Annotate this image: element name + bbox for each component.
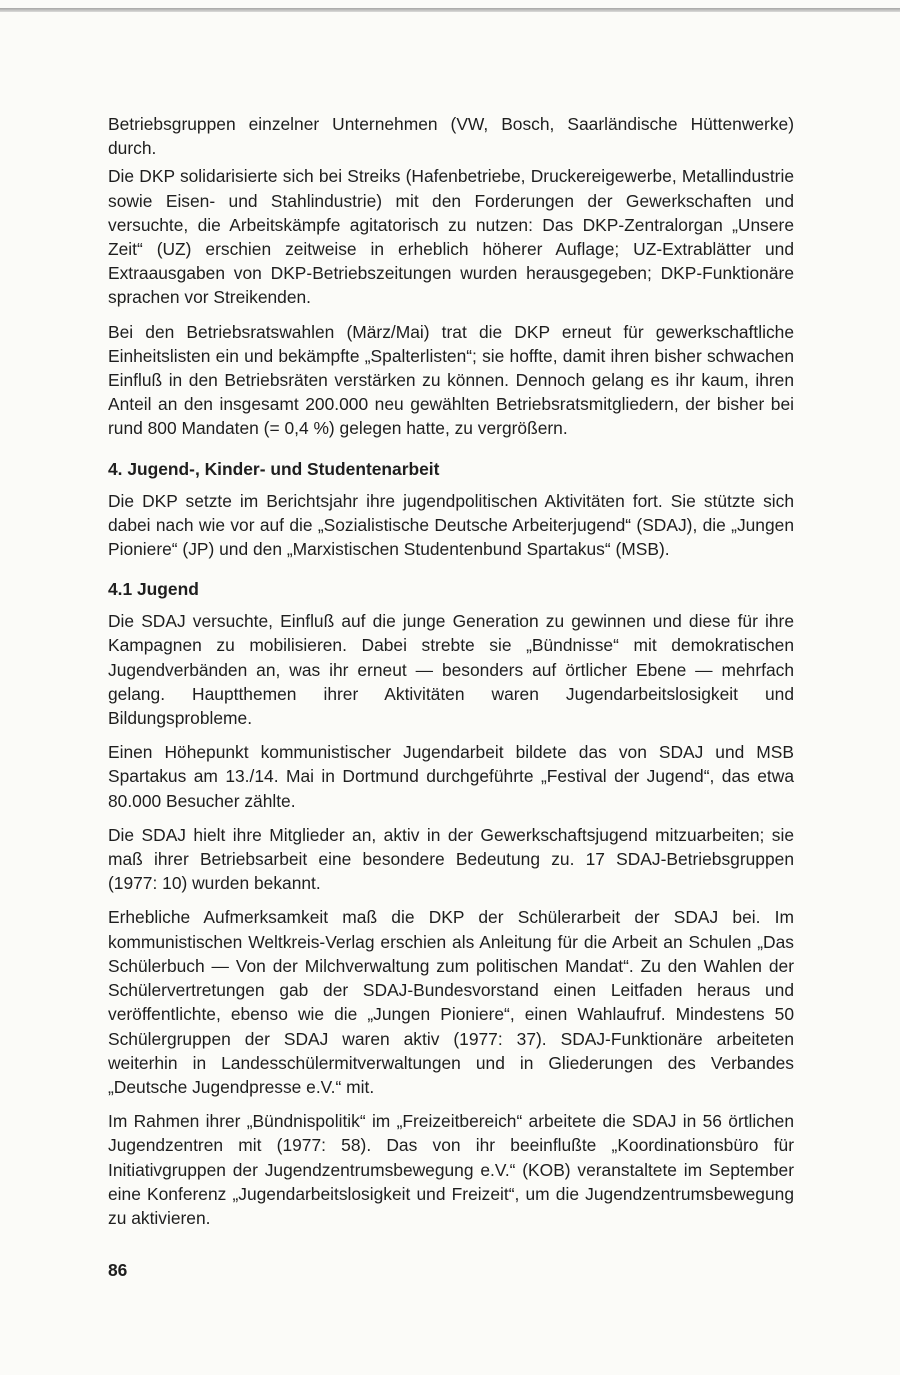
paragraph: Im Rahmen ihrer „Bündnispolitik“ im „Freizeitbereich“ arbeitete die SDAJ in 56 örtlichen Jugendzentren mit (1977: 58). Das von ihr beeinflußte „Koordinationsbüro für Initiativgruppen der Jugendzentrumsbewegung e.V.“ (KOB) veranstaltete im September eine Konferenz „Jugendarbeitslosigkeit und Freizeit“, um die Jugendzentrumsbewegung zu aktivieren.	[108, 1111, 794, 1228]
paragraph: Bei den Betriebsratswahlen (März/Mai) trat die DKP erneut für gewerkschaftliche Einheitslisten ein und bekämpfte „Spalterlisten“; sie hoffte, damit ihren bisher schwachen Einfluß in den Betriebsräten verstärken zu können. Dennoch gelang es ihr kaum, ihren Anteil an den insgesamt 200.000 neu gewählten Betriebsratsmitgliedern, der bisher bei rund 800 Mandaten (= 0,4 %) gelegen hatte, zu vergrößern.	[108, 321, 794, 439]
paragraph: Betriebsgruppen einzelner Unternehmen (VW, Bosch, Saarländische Hüttenwerke) durch.	[108, 114, 794, 159]
paragraph: Die DKP solidarisierte sich bei Streiks (Hafenbetriebe, Druckereigewerbe, Metallindustrie sowie Eisen- und Stahlindustrie) mit den Forderungen der Gewerkschaften und versuchte, die Arbeitskämpfe agitatorisch zu nutzen: Das DKP-Zentralorgan „Unsere Zeit“ (UZ) erschien zeitweise in erheblich höherer Auflage; UZ-Extrablätter und Extraausgaben von DKP-Betriebszeitungen wurden herausgegeben; DKP-Funktionäre sprachen vor Streikenden.	[108, 166, 794, 308]
scan-edge-shadow	[0, 8, 900, 12]
section-heading-4: 4. Jugend-, Kinder- und Studentenarbeit	[108, 458, 440, 479]
paragraph: Einen Höhepunkt kommunistischer Jugendarbeit bildete das von SDAJ und MSB Spartakus am 13./14. Mai in Dortmund durchgeführte „Festival der Jugend“, das etwa 80.000 Besucher zählte.	[108, 742, 794, 811]
paragraph: Die DKP setzte im Berichtsjahr ihre jugendpolitischen Aktivitäten fort. Sie stützte sich dabei nach wie vor auf die „Sozialistische Deutsche Arbeiterjugend“ (SDAJ), die „Jungen Pioniere“ (JP) und den „Marxistischen Studentenbund Spartakus“ (MSB).	[108, 490, 794, 560]
document-page	[108, 112, 794, 1240]
paragraph: Erhebliche Aufmerksamkeit maß die DKP der Schülerarbeit der SDAJ bei. Im kommunistischen Weltkreis-Verlag erschien als Anleitung für die Arbeit an Schulen „Das Schülerbuch — Von der Milchverwaltung zum politischen Mandat“. Zu den Wahlen der Schülervertretungen gab der SDAJ-Bundesvorstand einen Leitfaden heraus und veröffentlichte, ebenso wie die „Jungen Pioniere“, einen Wahlaufruf. Mindestens 50 Schülergruppen der SDAJ waren aktiv (1977: 37). SDAJ-Funktionäre arbeiteten weiterhin in Landesschülermitverwaltungen und in Gliederungen des Verbandes „Deutsche Jugendpresse e.V.“ mit.	[108, 907, 794, 1097]
page-number: 86	[108, 1260, 128, 1280]
section-heading-4-1: 4.1 Jugend	[108, 579, 199, 600]
paragraph: Die SDAJ hielt ihre Mitglieder an, aktiv in der Gewerkschaftsjugend mitzuarbeiten; sie maß ihrer Betriebsarbeit eine besondere Bedeutung zu. 17 SDAJ-Betriebsgruppen (1977: 10) wurden bekannt.	[108, 824, 794, 894]
paragraph: Die SDAJ versuchte, Einfluß auf die junge Generation zu gewinnen und diese für ihre Kampagnen zu mobilisieren. Dabei strebte sie „Bündnisse“ mit demokratischen Jugendverbänden an, was ihr erneut — besonders auf örtlicher Ebene — mehrfach gelang. Hauptthemen ihrer Aktivitäten waren Jugendarbeitslosigkeit und Bildungsprobleme.	[108, 611, 794, 729]
